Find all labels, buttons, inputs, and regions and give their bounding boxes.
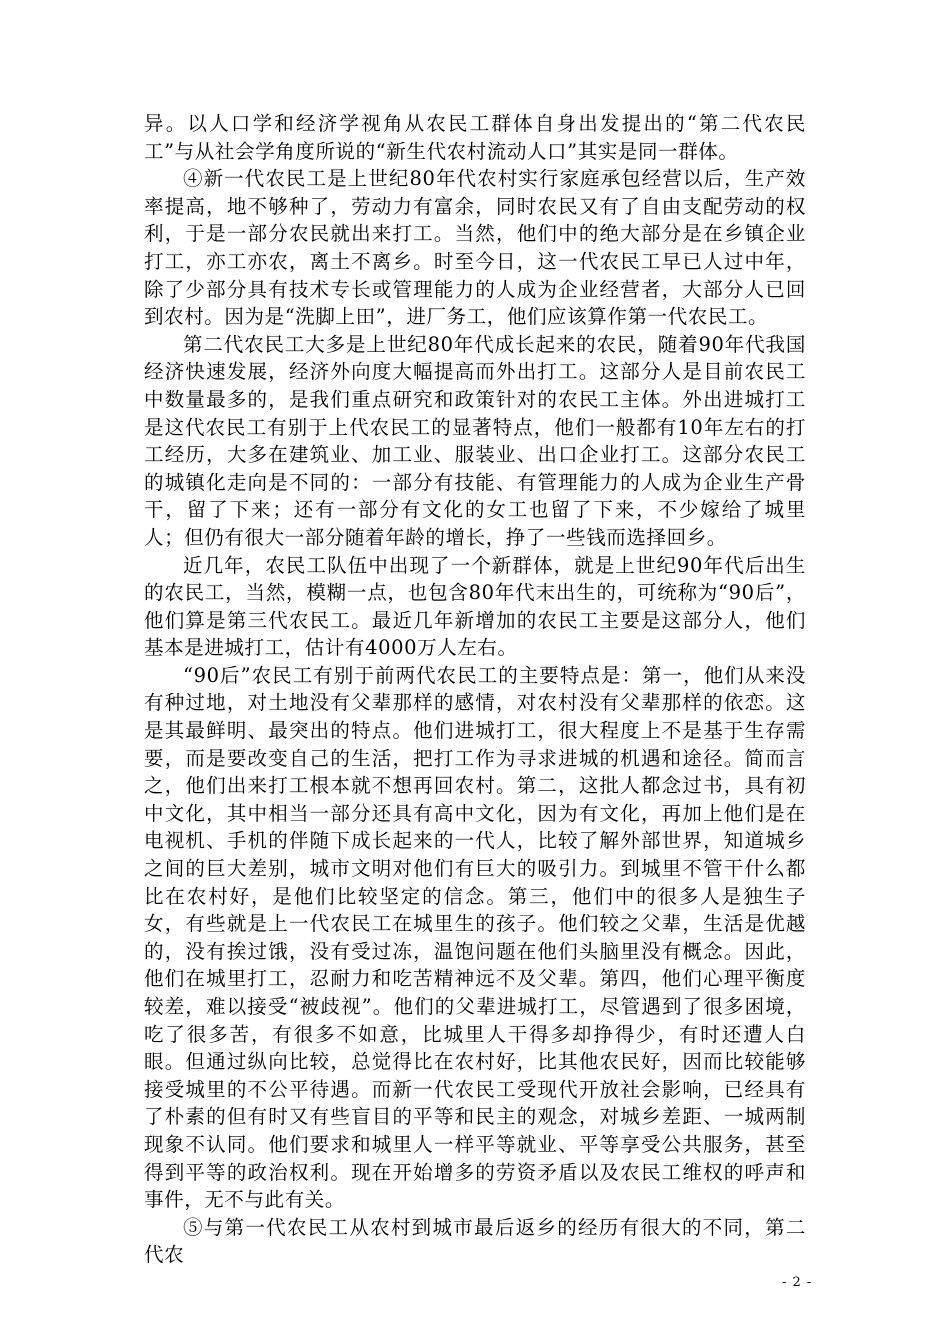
paragraph-second-generation: 第二代农民工大多是上世纪80年代成长起来的农民，随着90年代我国经济快速发展，经济外向度大幅提高而外出打工。这部分人是目前农民工中数量最多的，是我们重点研究和政策针对的农民工主体。外出进城打工是这代农民工有别于上代农民工的显著特点，他们一般都有10年左右的打工经历，大多在建筑业、加工业、服装业、出口企业打工。这部分农民工的城镇化走向是不同的：一部分有技能、有管理能力的人成为企业生产骨干，留了下来；还有一部分有文化的女工也留了下来，不少嫁给了城里人；但仍有很大一部分随着年龄的增长，挣了一些钱而选择回乡。 bbox=[144, 332, 806, 549]
document-body bbox=[144, 110, 806, 1269]
paragraph-return-comparison: ⑤与第一代农民工从农村到城市最后返乡的经历有很大的不同，第二代农 bbox=[144, 1215, 806, 1267]
paragraph-third-generation: 近几年，农民工队伍中出现了一个新群体，就是上世纪90年代后出生的农民工，当然，模糊一点，也包含80年代末出生的，可统称为“90后”，他们算是第三代农民工。最近几年新增加的农民工主要是这部分人，他们基本是进城打工，估计有4000万人左右。 bbox=[144, 553, 806, 660]
paragraph-first-generation: ④新一代农民工是上世纪80年代农村实行家庭承包经营以后，生产效率提高，地不够种了，劳动力有富余，同时农民又有了自由支配劳动的权利，于是一部分农民就出来打工。当然，他们中的绝大部分是在乡镇企业打工，亦工亦农，离土不离乡。时至今日，这一代农民工早已人过中年，除了少部分具有技术专长或管理能力的人成为企业经营者，大部分人已回到农村。因为是“洗脚上田”，进厂务工，他们应该算作第一代农民工。 bbox=[144, 167, 806, 329]
page-number: - 2 - bbox=[782, 1275, 813, 1290]
paragraph-continuation: 异。以人口学和经济学视角从农民工群体自身出发提出的“第二代农民工”与从社会学角度所说的“新生代农村流动人口”其实是同一群体。 bbox=[144, 112, 806, 163]
paragraph-post90-characteristics: “90后”农民工有别于前两代农民工的主要特点是：第一，他们从来没有种过地，对土地没有父辈那样的感情，对农村没有父辈那样的依恋。这是其最鲜明、最突出的特点。他们进城打工，很大程度上不是基于生存需要，而是要改变自己的生活，把打工作为寻求进城的机遇和途径。简而言之，他们出来打工根本就不想再回农村。第二，这批人都念过书，具有初中文化，其中相当一部分还具有高中文化，因为有文化，再加上他们是在电视机、手机的伴随下成长起来的一代人，比较了解外部世界，知道城乡之间的巨大差别，城市文明对他们有巨大的吸引力。到城里不管干什么都比在农村好，是他们比较坚定的信念。第三，他们中的很多人是独生子女，有些就是上一代农民工在城里生的孩子。他们较之父辈，生活是优越的，没有挨过饿，没有受过冻，温饱问题在他们头脑里没有概念。因此，他们在城里打工，忍耐力和吃苦精神远不及父辈。第四，他们心理平衡度较差，难以接受“被歧视”。他们的父辈进城打工，尽管遇到了很多困境，吃了很多苦，有很多不如意，比城里人干得多却挣得少，有时还遭人白眼。但通过纵向比较，总觉得比在农村好，比其他农民好，因而比较能够接受城里的不公平待遇。而新一代农民工受现代开放社会影响，已经具有了朴素的但有时又有些盲目的平等和民主的观念，对城乡差距、一城两制现象不认同。他们要求和城里人一样平等就业、平等享受公共服务，甚至得到平等的政治权利。现在开始增多的劳资矛盾以及农民工维权的呼声和事件，无不与此有关。 bbox=[144, 663, 806, 1212]
